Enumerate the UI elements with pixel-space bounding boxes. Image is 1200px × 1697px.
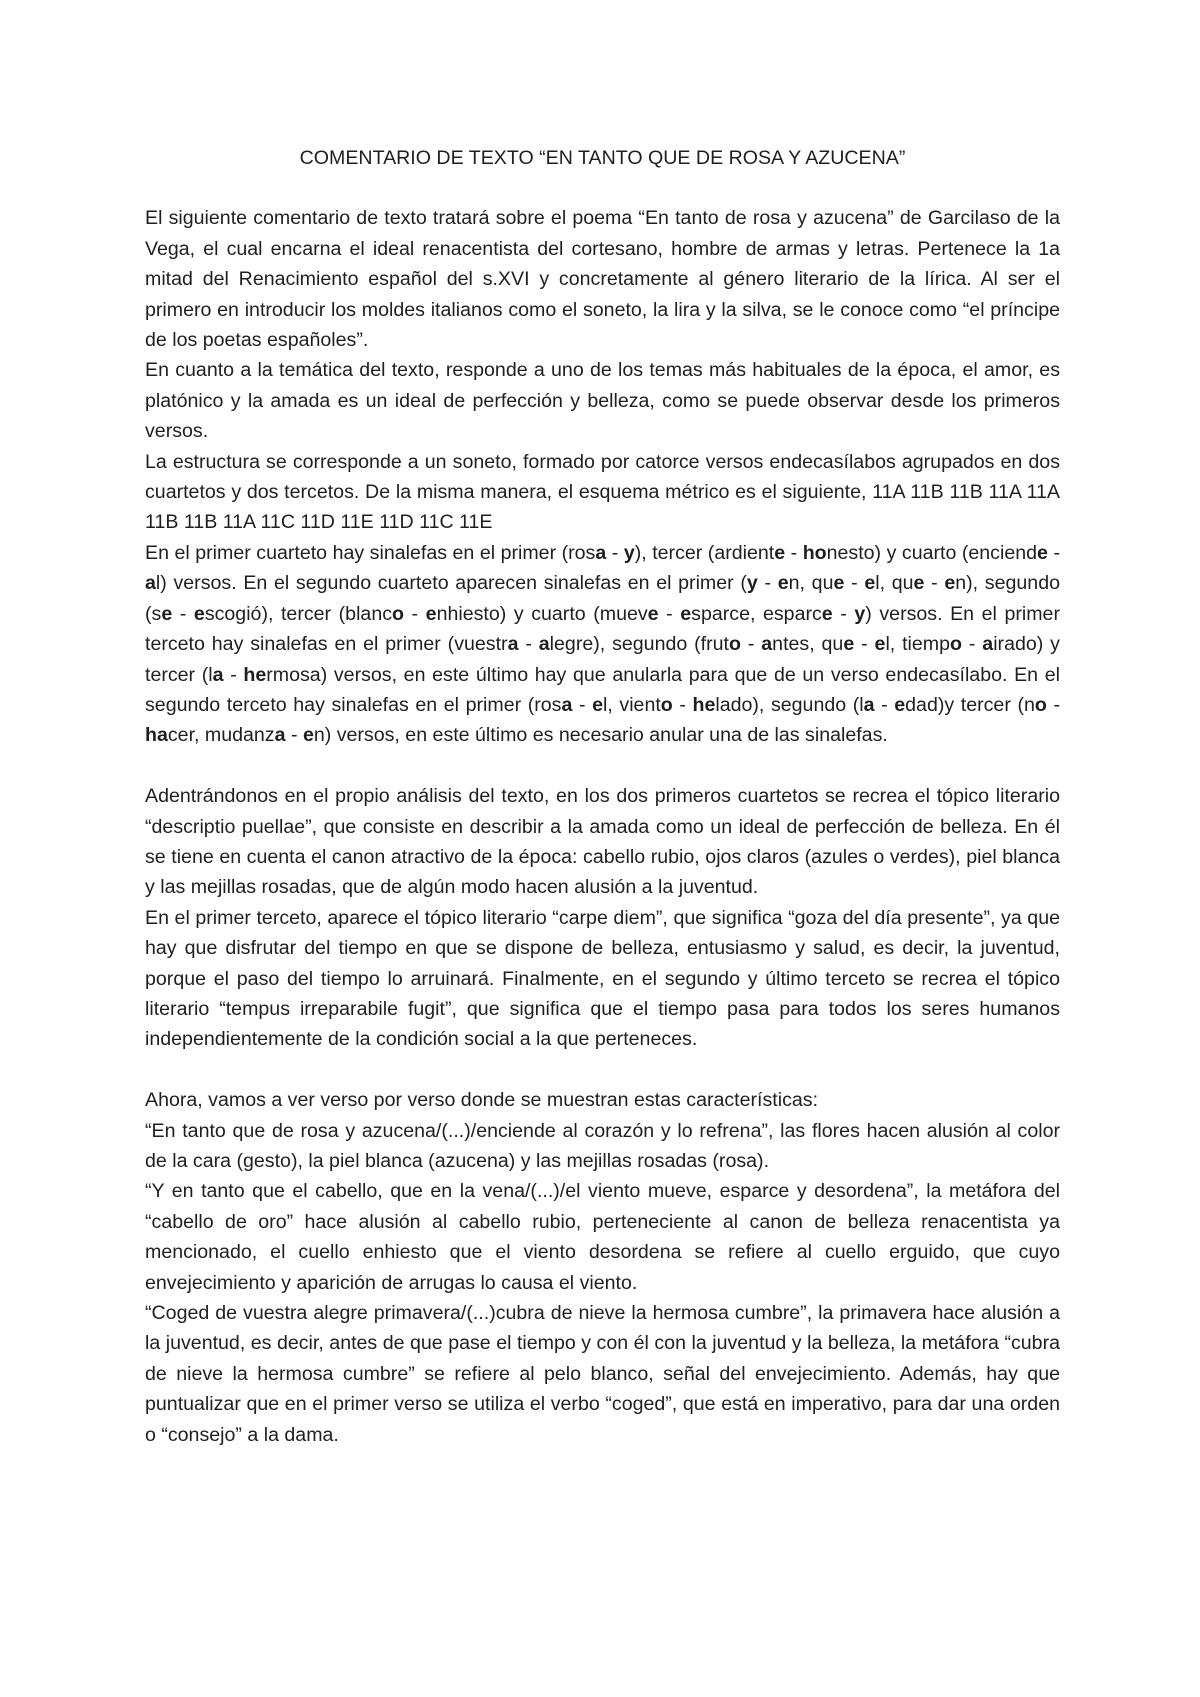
bold-syllable: e bbox=[592, 693, 604, 716]
bold-syllable: e bbox=[1037, 541, 1048, 564]
bold-syllable: e bbox=[894, 693, 906, 716]
paragraph-sinalefas: En el primer cuarteto hay sinalefas en el primer (rosa - y), tercer (ardiente - honesto) y cuarto (enciende - al) versos. En el segundo cuarteto aparecen sinalefas en el primer (y - en, que - el, que - en), segundo (se - escogió), tercer (blanco - enhiesto) y cuarto (mueve - esparce, esparce - y) versos. En el primer terceto hay sinalefas en el primer (vuestra - alegre), segundo (fruto - antes, que - el, tiempo - airado) y tercer (la - hermosa) versos, en este último hay que anularla para que de un verso endecasílabo. En el segundo terceto hay sinalefas en el primer (rosa - el, viento - helado), segundo (la - edad)y tercer (no - hacer, mudanza - en) versos, en este último es necesario anular una de las sinalefas. bbox=[145, 541, 1060, 747]
bold-syllable: a bbox=[982, 633, 994, 656]
bold-syllable: ho bbox=[802, 541, 827, 564]
paragraph-intro: El siguiente comentario de texto tratará sobre el poema “En tanto de rosa y azucena” de Garcilaso de la Vega, el cual encarna el ideal renacentista del cortesano, hombre de armas y letras. Pertenece la 1a mitad del Renacimiento español del s.XVI y concretamente al género literario de la lírica. Al ser el primero en introducir los moldes italianos como el soneto, la lira y la silva, se le conoce como “el príncipe de los poetas españoles”. bbox=[145, 207, 1060, 352]
bold-syllable: e bbox=[774, 541, 786, 564]
bold-syllable: e bbox=[944, 572, 956, 595]
paragraph-analisis: Adentrándonos en el propio análisis del texto, en los dos primeros cuartetos se recrea el tópico literario “descriptio puellae”, que consiste en describir a la amada como un ideal de perfección de belleza. En él se tiene en cuenta el canon atractivo de la época: cabello rubio, ojos claros (azules o verdes), piel blanca y las mejillas rosadas, que de algún modo hacen alusión a la juventud. bbox=[145, 785, 1060, 899]
bold-syllable: a bbox=[538, 633, 550, 656]
bold-syllable: a bbox=[212, 663, 224, 686]
bold-syllable: e bbox=[821, 602, 833, 625]
bold-syllable: e bbox=[777, 572, 789, 595]
bold-syllable: e bbox=[680, 602, 692, 625]
bold-syllable: a bbox=[595, 541, 607, 564]
bold-syllable: o bbox=[1034, 693, 1047, 716]
paragraph-verso-3: “Coged de vuestra alegre primavera/(...)cubra de nieve la hermosa cumbre”, la primavera hace alusión a la juventud, es decir, antes de que pase el tiempo y con él con la juventud y la belleza, la metáfora “cubra de nieve la hermosa cumbre” se refiere al pelo blanco, señal del envejecimiento. Además, hay que puntualizar que en el primer verso se utiliza el verbo “coged”, que está en imperativo, para dar una orden o “consejo” a la dama. bbox=[145, 1302, 1060, 1446]
bold-syllable: e bbox=[833, 572, 845, 595]
bold-syllable: o bbox=[950, 633, 962, 656]
bold-syllable: he bbox=[692, 693, 716, 716]
bold-syllable: o bbox=[392, 602, 404, 625]
bold-syllable: a bbox=[561, 693, 573, 716]
bold-syllable: e bbox=[913, 572, 925, 595]
bold-syllable: a bbox=[145, 572, 156, 595]
paragraph-estructura: La estructura se corresponde a un soneto, formado por catorce versos endecasílabos agrupados en dos cuartetos y dos tercetos. De la misma manera, el esquema métrico es el siguiente, 11A 11B 11B 11A 11A 11B 11B 11A 11C 11D 11E 11D 11C 11E bbox=[145, 450, 1060, 534]
paragraph-carpe-diem: En el primer terceto, aparece el tópico literario “carpe diem”, que significa “goza del día presente”, ya que hay que disfrutar del tiempo en que se dispone de belleza, entusiasmo y salud, es decir, la juventud, porque el paso del tiempo lo arruinará. Finalmente, en el segundo y último terceto se recrea el tópico literario “tempus irreparabile fugit”, que significa que el tiempo pasa para todos los seres humanos independientemente de la condición social a la que perteneces. bbox=[145, 906, 1060, 1051]
paragraph-tematica: En cuanto a la temática del texto, responde a uno de los temas más habituales de la época, el amor, es platónico y la amada es un ideal de perfección y belleza, como se puede observar desde los primeros versos. bbox=[145, 359, 1060, 443]
bold-syllable: e bbox=[874, 633, 886, 656]
bold-syllable: a bbox=[274, 724, 286, 747]
paragraph-verso-2: “Y en tanto que el cabello, que en la vena/(...)/el viento mueve, esparce y desordena”, la metáfora del “cabello de oro” hace alusión al cabello rubio, perteneciente al canon de belleza renacentista ya mencionado, el cuello enhiesto que el viento desordena se refiere al cuello erguido, que cuyo envejecimiento y aparición de arrugas lo causa el viento. bbox=[145, 1180, 1060, 1294]
bold-syllable: y bbox=[854, 602, 866, 625]
bold-syllable: o bbox=[660, 693, 673, 716]
paragraph-spacer bbox=[145, 751, 1060, 781]
bold-syllable: e bbox=[843, 633, 855, 656]
bold-syllable: o bbox=[729, 633, 741, 656]
paragraph-ahora: Ahora, vamos a ver verso por verso donde se muestran estas características: bbox=[145, 1089, 819, 1112]
bold-syllable: e bbox=[302, 724, 314, 747]
paragraph-verso-1: “En tanto que de rosa y azucena/(...)/enciende al corazón y lo refrena”, las flores hacen alusión al color de la cara (gesto), la piel blanca (azucena) y las mejillas rosadas (rosa). bbox=[145, 1119, 1060, 1172]
bold-syllable: a bbox=[863, 693, 875, 716]
bold-syllable: ha bbox=[145, 724, 168, 747]
document-title: COMENTARIO DE TEXTO “EN TANTO QUE DE ROSA Y AZUCENA” bbox=[299, 147, 906, 169]
paragraph-spacer bbox=[145, 1055, 1060, 1085]
bold-syllable: e bbox=[161, 602, 173, 625]
bold-syllable: e bbox=[425, 602, 437, 625]
bold-syllable: he bbox=[243, 663, 267, 686]
bold-syllable: y bbox=[746, 572, 758, 595]
bold-syllable: e bbox=[647, 602, 659, 625]
bold-syllable: e bbox=[193, 602, 205, 625]
bold-syllable: y bbox=[623, 541, 635, 564]
bold-syllable: a bbox=[507, 633, 519, 656]
bold-syllable: e bbox=[864, 572, 876, 595]
bold-syllable: a bbox=[761, 633, 773, 656]
